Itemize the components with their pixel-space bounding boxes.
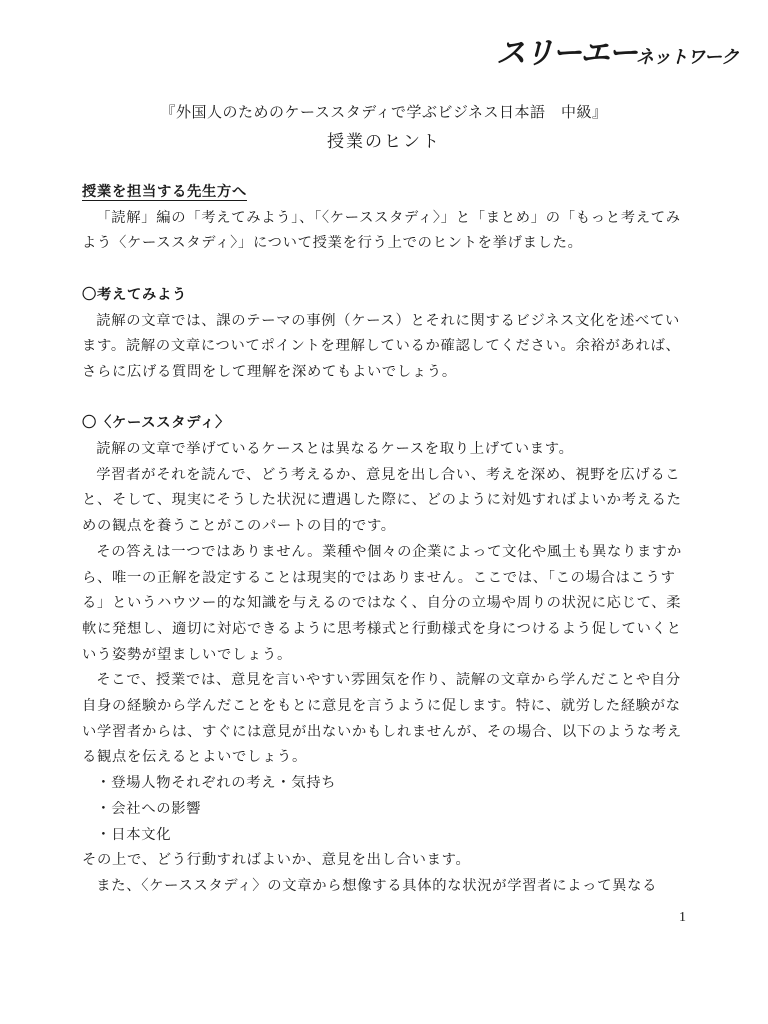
page-heading: 授業のヒント: [327, 132, 441, 152]
intro-heading: 授業を担当する先生方へ: [82, 184, 247, 200]
section2-paragraph-1: 読解の文章で挙げているケースとは異なるケースを取り上げています。: [96, 441, 574, 457]
bullet-item-1: ・登場人物それぞれの考え・気持ち: [96, 775, 337, 792]
publisher-logo: [496, 28, 738, 71]
section1-heading: 〇考えてみよう: [82, 286, 187, 303]
section2-paragraph-3: その答えは一つではありません。業種や個々の企業によって文化や風土も異なりますから、唯一の正解を設定することは現実的ではありません。ここでは、「この場合はこうする」というハウツー的な知識を与えるのではなく、自分の立場や周りの状況に応じて、柔軟に発想し、適切に対応できるように思考様式と行動様式を身につけるよう促していくという姿勢が望ましいでしょう。: [82, 543, 683, 663]
logo-main-text: スリーエー: [496, 36, 636, 71]
section2-paragraph-4: そこで、授業では、意見を言いやすい雰囲気を作り、読解の文章から学んだことや自分自身の経験から学んだことをもとに意見を言うように促します。特に、就労した経験がない学習者からは、すぐには意見が出ないかもしれませんが、その場合、以下のような考える観点を伝えるとよいでしょう。: [82, 672, 682, 766]
logo-sub-text: ネットワーク: [636, 47, 738, 68]
book-title: 『外国人のためのケーススタディで学ぶビジネス日本語 中級』: [160, 103, 608, 121]
bullet-item-2: ・会社への影響: [96, 800, 202, 817]
section1-paragraph: 読解の文章では、課のテーマの事例（ケース）とそれに関するビジネス文化を述べています。読解の文章についてポイントを理解しているか確認してください。余裕があれば、さらに広げる質問をして理解を深めてもよいでしょう。: [82, 312, 681, 380]
section2-paragraph-2: 学習者がそれを読んで、どう考えるか、意見を出し合い、考えを深め、視野を広げること、そして、現実にそうした状況に遭遇した際に、どのように対処すればよいか考えるための観点を養うことがこのパートの目的です。: [82, 466, 682, 535]
section2-paragraph-6: また、〈ケーススタディ〉の文章から想像する具体的な状況が学習者によって異なる: [96, 877, 658, 894]
bullet-item-3: ・日本文化: [96, 826, 172, 843]
section2-heading: 〇〈ケーススタディ〉: [82, 415, 231, 432]
page-number: 1: [679, 910, 686, 925]
intro-paragraph: 「読解」編の「考えてみよう」、「〈ケーススタディ〉」と「まとめ」の「もっと考えてみよう〈ケーススタディ〉」について授業を行う上でのヒントを挙げました。: [82, 209, 681, 252]
document-body: [82, 180, 687, 900]
section2-paragraph-5: その上で、どう行動すればよいか、意見を出し合います。: [82, 852, 471, 869]
